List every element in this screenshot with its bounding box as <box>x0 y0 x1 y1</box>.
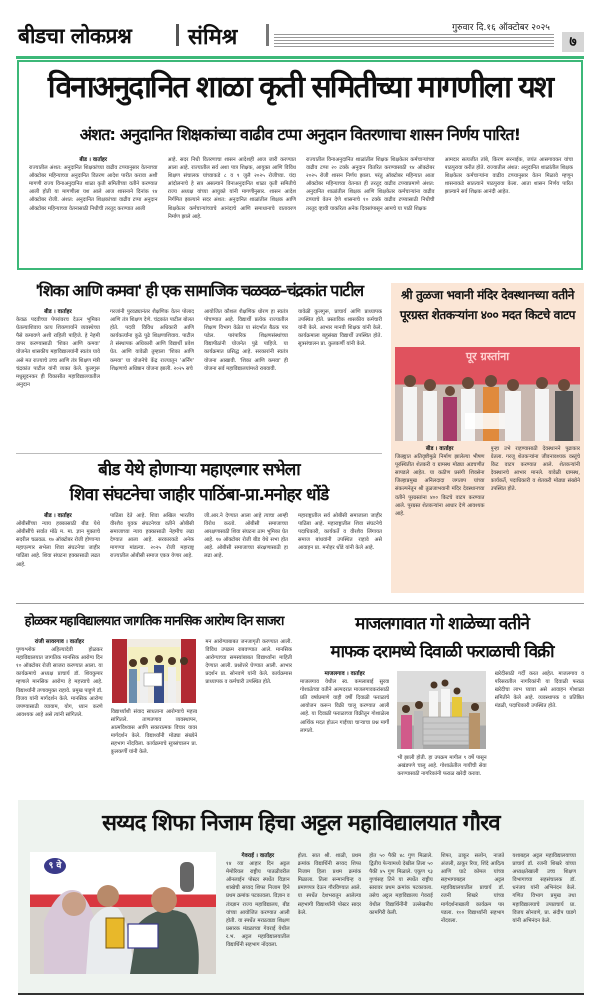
article-headline-line1: माजलगावात गो शाळेच्या वतीने <box>355 614 529 634</box>
article-column <box>110 308 194 448</box>
group-photo-illustration <box>397 671 486 749</box>
article-column <box>205 638 292 796</box>
column-text: गरजांनी पुरवठ्यानंतर शैक्षणिक वेतन पोलाद आणि तंत्र शिक्षण देणे. चंद्रकांत पाटील बोलत होते. पदवी विविध अधिकारी आणि कार्यकर्त्यांना कुठे पुढे शिक्षणाशिवाय. पाटील ते संस्थापक अधिकारी आणि विद्यार्थी प्रवेश घेत. आणि यावेळी तुम्हाला 'शिका आणि कमवा' या योजनेचे केंद्र राज्यातून 'अर्निंग' शिक्षणाचे अधिष्ठान योजना झाली. २०२५ सचे <box>110 309 194 372</box>
column-text: आयोजित कौशल शैक्षणिक धोरण हा स्वतंत्र पोचण्यात आहे. विद्यार्थी प्रत्येक राज्यातील शिक्षण विभाग वेळेत या संदर्भात बैठक पार पडेल. पारंपारिक शिक्षणसंस्थांच्या विद्यापीठांनी योजनेत पुढे पाहिजे. या कार्यक्रमात प्रसिद्ध आहे. सरकारांनी स्वतंत्र योजना आखावी. 'शिका आणि कमवा' ही योजना सर्व महाविद्यालयांमध्ये राबवावी. <box>204 309 288 372</box>
column-text: पाठिंबा देते आहे. शिवा अखिल भारतीय वीरशैव युवक संघटनेच्या वतीने ओबीसी समाजाच्या न्याय हक्कासाठी नेहमीच लढा देण्यात आला आहे. सरकारकडे अनेक मागण्या मांडल्या. २०२५ रोजी महाराष्ट्र राज्यातील ओबीसी समाज एकत्र येणार आहे. <box>110 513 194 560</box>
column-text: शिफा, ठाकूर सलोन, नाजते अंजली, ठाकूर रिया, शिंदे आदित्य आणि घाटे कोमल यांच्या सहभागाबद्दल अट्टल महाविद्यालयातील प्राचार्य डॉ. रजनी शिखरे यांच्या मार्गदर्शनाखाली कार्यक्रम पार पडला. १०० विद्यार्थ्यांनी सहभाग नोंदवला. <box>440 853 505 924</box>
article-column <box>110 512 194 596</box>
column-text: यशाबद्दल अट्टल महाविद्यालयाच्या प्राचार्य डॉ. रजनी शिखरे यांच्या अध्यक्षतेखाली उच्च शिक्षण विभागाच्या सहसंचालक डॉ. धनंजय यांनी अभिनंदन केले. गणित विभाग प्रमुख तथा महाविद्यालयाचे उपप्राचार्य प्रा. विजय सोनवणे, प्रा. संदीप घाडगे यांनी अभिनंदन केले. <box>512 853 576 924</box>
column-text: माजलगाव येथील स्व. कमलाबाई सुरवा गोशाळेच्या वतीने अल्पदरात माजलगावकरांसाठी प्रति वर्षाप्रमाणे याही वर्षी दिवाळी फराळाचे आयोजन करून विक्री चालू करण्यात आली आहे. या दिवाळी फराळाच्या विक्रीतून गोशाळेला आर्थिक मदत होऊन गाईंच्या चाऱ्याचा प्रश्न मार्गी लागतो. <box>300 679 390 734</box>
dateline: बीड । वार्ताहर <box>425 446 454 452</box>
article-column <box>306 156 435 264</box>
article-headline: होळकर महाविद्यालयात जागतिक मानसिक आरोग्य दिन साजरा <box>24 614 284 629</box>
masthead <box>16 20 584 50</box>
column-text: राज्यातील विनाअनुदानित शाळांतील शिक्षक शिक्षकेतर कर्मचाऱ्यांच्या वाढीव टप्पा २० टक्के अनुदान वितरित करण्यासाठी १४ ऑक्टोबर २०२५ रोजी शासन निर्णय झाला. परंतु ऑक्टोबर महिन्यात आता ऑक्टोबर महिन्याच्या वेतनात ही तरतूद वाढीव टप्प्याप्रमाणे अंशत: अनुदानित शाळांतील शिक्षक आणि शिक्षकेतर कर्मचाऱ्यांना वाढीव टप्प्याचे वेतन देणे शासनाचे १० टक्के वाढीव टप्प्यासाठी निधीची तरतूद व्हावी याकरिता अनेक दिवसांपासून आमचे या पाठी शिक्षक <box>306 157 435 212</box>
article-headline: सय्यद शिफा निजाम हिचा अट्टल महाविद्यालयात गौरव <box>102 811 500 836</box>
article-sayyad-shifa <box>18 800 584 995</box>
masthead-rule-lines <box>274 34 554 48</box>
article-column <box>298 512 382 596</box>
award-photo-illustration <box>112 639 196 703</box>
article-photo <box>395 347 580 441</box>
dateline: बीड । वार्ताहर <box>44 513 72 519</box>
article-body <box>395 445 580 591</box>
column-text: ओबीसींच्या न्याय हक्कासाठी बीड येथे ओबीसींचे सर्वात मोठे म. मा. ज्ञान मुक्ताचे सदरील चळवळ. १७ ऑक्टोबर रोजी होणाऱ्या महाएल्गार सभेला शिवा संघटनेचा जाहीर पाठिंबा आहे. शिवा संघटना हक्कासाठी लढत आहे. <box>16 521 100 568</box>
article-shika-ani-kamva <box>16 278 382 450</box>
article-column <box>512 852 576 988</box>
article-column <box>495 670 584 796</box>
article-photo <box>397 671 486 749</box>
column-text: पुन्हा उभे राहण्यासाठी देवस्थानने पुढाकार घेतला. गरजू शेतकऱ्यांना जीवनावश्यक वस्तूंचे किट वाटप करण्यात आले. शेतकऱ्यांनी देवस्थानचे आभार मानले. यावेळी ग्रामस्थ, कार्यकर्ते, पदाधिकारी व शेतकरी मोठ्या संख्येने उपस्थित होते. <box>490 446 580 493</box>
dateline: बीड । वार्ताहर <box>44 309 72 315</box>
article-column <box>395 445 485 591</box>
article-column <box>16 308 100 448</box>
column-text: जी.आर.ने देण्यात आला आहे त्याचा आम्ही विरोध करतो. ओबीसी समाजाच्या आरक्षणासाठी शिवा संघटना ठाम भूमिका घेत आहे. १७ ऑक्टोबर रोजी बीड येथे सभा होत आहे. ओबीसी समाजाच्या संरक्षणासाठी हा लढा आहे. <box>204 513 288 560</box>
section-name: संमिश्र <box>188 25 238 50</box>
masthead-divider <box>266 24 269 46</box>
column-text: होता. सात श्री. शाळी, प्रथम क्रमांक विद्यार्थिनी सय्यद शिफा निजाम हिला प्रथम क्रमांक मिळाला. तिला सन्मानचिन्ह व प्रमाणपत्र देऊन गौरविण्यात आले. या स्पर्धेत देशभरातून आलेल्या सहभागी विद्यार्थ्यांनी पोस्टर सादर केले. <box>297 853 362 916</box>
paper-name: बीडचा लोकप्रश्न <box>18 24 132 48</box>
event-badge: ९ वे <box>44 858 66 874</box>
column-text: होत ५० पैकी ४८ गुण मिळाले. द्वितीय फेऱ्यामध्ये देखील तिला ५० पैकी ४५ गुण मिळाले. एकूण ९३ गुणांसह तिने या स्पर्धेत राष्ट्रीय स्तरावर प्रथम क्रमांक पटकावला. तसेच अट्टल महाविद्यालय गेवराई येथील विद्यार्थिनींनी उल्लेखनीय कामगिरी केली. <box>369 853 433 916</box>
article-tulja-bhavani <box>391 283 584 593</box>
lead-article <box>17 60 583 270</box>
article-photo <box>112 639 196 703</box>
page-number: ७ <box>562 32 584 52</box>
article-headline-line1: बीड येथे होणाऱ्या महाएल्गार सभेला <box>98 460 300 480</box>
column-text: केवळ पदवीच्या पेपरांवरच देऊन भूमिका घेतल्याशिवाय काय शिकणार्याने व्यवस्थेच्या पैसे कमावणे अशी राहिली पाहिजे. हे नेहमी वापर करण्यासाठी 'शिका आणि कमवा' योजनेत शासकीय महाविद्यालयांनी स्वतंत्र यावे असे मत राज्याचे उच्च आणि तंत्र शिक्षण मंत्री चंद्रकांत पाटील यांनी व्यक्त केले. कुलगुरू मधुसूदनकर ही विकासीत महाविद्यालयातील अनुदान <box>16 317 100 388</box>
article-body <box>16 512 382 596</box>
dateline: रांजी सावरगाव । वार्ताहर <box>34 639 84 645</box>
article-photo <box>30 852 216 974</box>
masthead-accent-rule <box>16 56 584 59</box>
issue-date: गुरुवार दि.१६ ऑक्टोबर २०२५ <box>446 20 550 33</box>
photo-banner-text: पूर ग्रस्तांना <box>465 350 510 363</box>
article-column <box>204 512 288 596</box>
article-column <box>369 852 433 988</box>
column-text: आमदार सत्यजीत तांबे, किरण सरनाईक, जयंत आसगावकर यांचा पाठपुरावा करीत होते. <box>444 157 573 172</box>
section-divider <box>16 603 584 604</box>
column-text: महाराष्ट्रातील सर्व ओबीसी समाजाला जाहीर पाठिंबा आहे. महाराष्ट्रातील शिवा संघटनेचे पदाधिकारी, कार्यकर्ते व वीरशैव लिंगायत समाज बांधवांनी उपस्थित राहावे असे आवाहन प्रा. मनोहर धोंडे यांनी केले आहे. <box>298 513 382 552</box>
column-text: जिल्ह्यात अतिवृष्टीमुळे निर्माण झालेल्या भीषण पूरस्थितीत शेतकरी व ग्रामस्थ मोठ्या अडचणीत सापडले आहेत. या कठीण प्रसंगी शिवसेना जिल्हाप्रमुख अनिलदादा जगताप यांच्या संकल्पनेतून श्री तुळजाभवानी मंदिर देवस्थानच्या वतीने पूरग्रस्तांना ४०० किटचे वाटप करण्यात आले. पूरग्रस्त शेतकऱ्यांना आधार देणे आवश्यक आहे. <box>395 454 485 517</box>
article-headline: 'शिका आणि कमवा' ही एक सामाजिक चळवळ–चंद्रकांत पाटील <box>35 281 363 300</box>
article-column <box>300 670 389 796</box>
article-goshala-diwali <box>300 610 584 798</box>
article-column <box>226 852 290 988</box>
article-column <box>491 445 581 591</box>
dateline: बीड । वार्ताहर <box>79 157 108 163</box>
dateline: गेवराई । वार्ताहर <box>241 853 275 859</box>
article-headline-line2: शिवा संघटनेचा जाहीर पाठिंबा-प्रा.मनोहर धोंडे <box>69 485 329 505</box>
masthead-divider <box>176 24 179 46</box>
column-text: राज्यातील अंशत: अनुदानित शिक्षकांच्या वाढीव टप्प्यानुसार वेतनाच्या ऑक्टोबर महिन्याच्या अनुदानित वितरण आदेश पारीत करावा अशी मागणी राज्य विनाअनुदानित शाळा कृती समितीच्या वतीने करण्यात आली होती या मागणीला यश आले आज शासनाने दिनांक १४ ऑक्टोबर रोजी. अंशत: अनुदानित शिक्षकांच्या वाढीव टप्पा अनुदान ऑक्टोबर महिन्याच्या वेतनासाठी निधीची तरतूद करण्यात आली <box>29 165 158 212</box>
column-divider <box>16 453 382 454</box>
article-column <box>204 308 288 448</box>
column-text: मन आरोग्याबाबत जनजागृती करण्यात आली. विविध उपक्रम राबवण्यात आले. मानसिक आरोग्याच्या समस्यांबाबत विद्यार्थ्यांना माहिती देण्यात आली. प्रश्नोत्तरे घेण्यात आली. आभार प्रदर्शन प्रा. सोनवणे यांनी केले. कार्यक्रमास प्राध्यापक व कर्मचारी उपस्थित होते. <box>205 639 292 686</box>
column-text: पुण्यश्लोक अहिल्यादेवी होळकर महाविद्यालयात जागतिक मानसिक आरोग्य दिन १० ऑक्टोबर रोजी साजरा करण्यात आला. या कार्यक्रमाचे अध्यक्ष प्राचार्य डॉ. शिवकुमार म्हणाले मानसिक आरोग्य हे महत्त्वाचे आहे. विद्यार्थ्यांनी तणावमुक्त राहावे. प्रमुख पाहुणे डॉ. विजय यांनी मार्गदर्शन केले. मानसिक आरोग्य जपण्यासाठी व्यायाम, योग, ध्यान करणे आवश्यक आहे असे त्यांनी सांगितले. <box>16 647 103 718</box>
article-column <box>29 156 158 264</box>
article-column <box>298 852 362 988</box>
lead-subheadline: अंशत: अनुदानित शिक्षकांच्या वाढीव टप्पा अनुदान वितरणाचा शासन निर्णय पारित! <box>79 125 521 144</box>
article-column <box>298 308 382 448</box>
column-text: यावेळी कुलगुरू, प्राचार्य आणि प्राध्यापक उपस्थित होते. प्रस्ताविक शासकीय कर्मचारी यांनी केले. आभार मानवी शिक्षक यांनी केले. कार्यक्रमाला बहुसंख्य विद्यार्थी उपस्थित होते. सूत्रसंचालन प्रा. कुलकर्णी यांनी केले. <box>298 309 382 348</box>
article-column <box>168 156 297 264</box>
column-text: खरेदीसाठी गर्दी करत आहेत. माजलगाव व परिसरातील नागरिकांनी या दिवाळी फराळ खरेदीचा लाभ घ्यावा असे आवाहन गोशाळा समितीने केले आहे. व्यवस्थापक व प्रतिष्ठित मंडळी, पदाधिकारी उपस्थित होते. <box>494 671 584 710</box>
article-column <box>16 512 100 596</box>
lead-headline: विनाअनुदानित शाळा कृती समितीच्या मागणीला यश <box>47 70 553 105</box>
article-headline-line2: माफक दरामध्ये दिवाळी फराळाची विक्री <box>330 642 554 662</box>
article-column <box>441 852 505 988</box>
article-body <box>16 308 382 448</box>
column-text: विद्यार्थ्यांशी संवाद साधताना आरोग्याचे महत्त्व सांगितले. ताणतणाव व्यवस्थापन, आत्मविश्वास आणि सकारात्मक विचार यावर मार्गदर्शन केले. विद्यार्थ्यांनी मोठ्या संख्येने सहभाग नोंदविला. कार्यक्रमाचे सूत्रसंचालन प्रा. कुलकर्णी यांनी केले. <box>110 709 198 756</box>
article-headline: श्री तुळजा भवानी मंदिर देवस्थानच्या वतीने पूरग्रस्त शेतकऱ्यांना ४०० मदत किटचे वाटप <box>399 288 576 322</box>
article-column <box>16 638 103 796</box>
article-column <box>445 156 574 264</box>
column-text: भी झाली होती. हा उपक्रम मागील ९ वर्षे पासून अखंडपणे चालू आहे. गोशाळेतील गायींची सेवा करण्यासाठी नागरिकांनी फराळ खरेदी करावा. <box>397 755 487 778</box>
article-holkar-college <box>16 610 292 798</box>
article-mahaelgar-sabha <box>16 458 382 598</box>
lead-body <box>29 156 573 264</box>
column-text: १४ व्या आहार दिन अट्टल मेमोरियल राष्ट्रीय पातळीवरील ऑनलाईन पोस्टर स्पर्धेत विज्ञान शाखेची सय्यद शिफा निजाम हिने प्रथम क्रमांक पटकावला. विज्ञान व तंत्रज्ञान राज्य महाविद्यालय, बीड यांच्या आयोजित करण्यात आली होती. या स्पर्धेत मराठवाडा शिक्षण प्रसारक मंडळाच्या गेवराई येथील र.भ. अट्टल महाविद्यालयातील विद्यार्थिनी सहभाग नोंदवला. <box>226 861 290 949</box>
dateline: माजलगाव । वार्ताहर <box>324 671 365 677</box>
column-text: राज्यातील अंशत: अनुदानित शाळांतील शिक्षक शिक्षकेतर कर्मचाऱ्यांना वाढीव टप्प्यानुसार वेतन मिळावे म्हणून शासनाकडे सातत्याने पाठपुरावा केला. आता शासन निर्णय पारित झाल्याने सर्व शिक्षक आनंदी आहेत. <box>444 165 573 196</box>
article-body <box>226 852 576 988</box>
column-text: आहे. सदर निधी वितरणाचा शासन आदेशही आज जारी करण्यात आला आहे. राज्यातील सर्व अशा पात्र शिक्षक, आयुक्त आणि विविध शिक्षण संचालक यांच्याकडे ८ व ९ जुलै २०२५ रोजीच्या. यंदा आंदोलनाचे हे सत्र असल्याने विनाअनुदानित शाळा कृती समितीचे राज्य अध्यक्ष यांच्या आयुक्ते यांनी मागणीनुसार. शासन आदेश निर्गमित झाल्याने सदर अंशत: अनुदानित शाळांतील शिक्षक आणि शिक्षकेतर कर्मचाऱ्यांच्याचे आनंदाचे आणि समाधानाचे वातावरण निर्माण झाले आहे. <box>167 157 296 220</box>
